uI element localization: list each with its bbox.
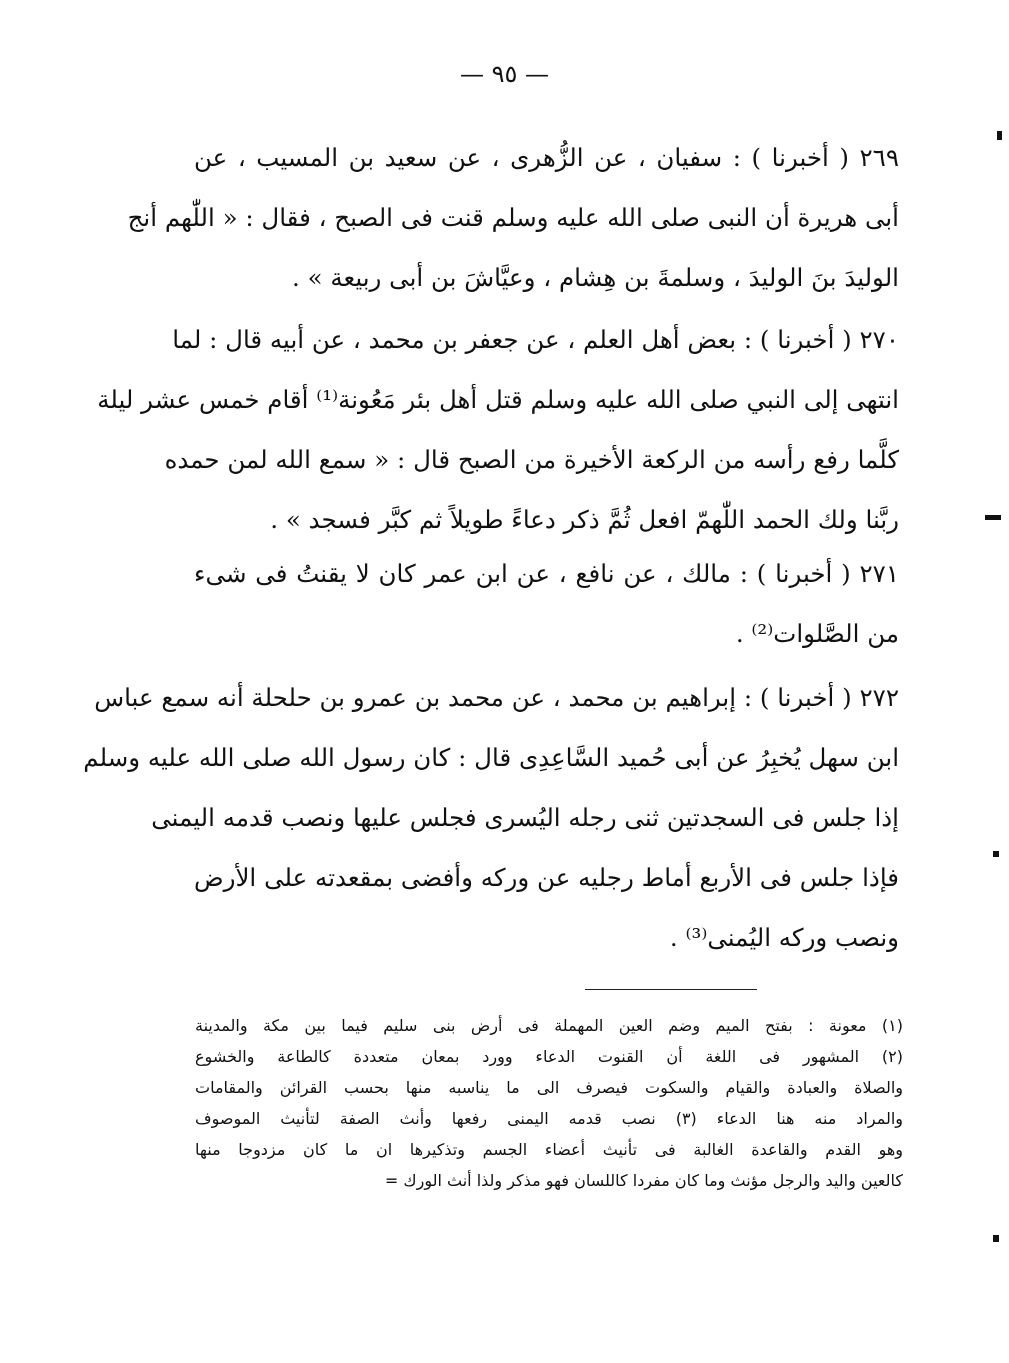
paragraph-line: من الصَّلوات⁽²⁾ . — [735, 619, 899, 648]
footnote-line: والصلاة والعبادة والقيام والسكوت فيصرف الى ما يناسبه منها بحسب القرائن والمقامات — [195, 1078, 903, 1097]
paragraph-line: ٢٦٩ ( أخبرنا ) : سفيان ، عن الزُّهرى ، عن سعيد بن المسيب ، عن — [194, 143, 899, 172]
paragraph-line: كلَّما رفع رأسه من الركعة الأخيرة من الصبح قال : « سمع الله لمن حمده — [164, 445, 899, 474]
paragraph-line: ٢٧٢ ( أخبرنا ) : إبراهيم بن محمد ، عن محمد بن عمرو بن حلحلة أنه سمع عباس — [94, 683, 899, 712]
footnotes — [195, 1010, 903, 1196]
paragraph-line: ونصب وركه اليُمنى⁽³⁾ . — [669, 923, 899, 952]
footnote-line: (١) معونة : بفتح الميم وضم العين المهملة فى أرض بنى سليم فيما بين مكة والمدينة — [195, 1016, 903, 1035]
paragraph-line: انتهى إلى النبي صلى الله عليه وسلم قتل أهل بئر مَعُونة⁽¹⁾ أقام خمس عشر ليلة — [97, 385, 899, 414]
footnote-line: وهو القدم والقاعدة الغالبة فى تأنيث أعضاء الجسم وتذكيرها ان ما كان مزدوجا منها — [195, 1140, 903, 1159]
paragraph-line: الوليدَ بنَ الوليدَ ، وسلمةَ بن هِشام ، وعيَّاشَ بن أبى ربيعة » . — [292, 263, 899, 292]
paragraph-line: أبى هريرة أن النبى صلى الله عليه وسلم قنت فى الصبح ، فقال : « اللّٰهم أنج — [127, 203, 899, 232]
page-number: — ٩٥ — — [459, 60, 550, 88]
paragraph-line: فإذا جلس فى الأربع أماط رجليه عن وركه وأفضى بمقعدته على الأرض — [194, 863, 899, 892]
footnote-line: والمراد منه هنا الدعاء (٣) نصب قدمه اليمنى رفعها وأنث الصفة لتأنيث الموصوف — [195, 1109, 903, 1128]
paragraph-line: إذا جلس فى السجدتين ثنى رجله اليُسرى فجلس عليها ونصب قدمه اليمنى — [151, 803, 899, 832]
hadith-paragraph-271 — [194, 544, 899, 664]
hadith-paragraph-270 — [97, 310, 899, 550]
paragraph-line: ٢٧٠ ( أخبرنا ) : بعض أهل العلم ، عن جعفر بن محمد ، عن أبيه قال : لما — [172, 325, 899, 354]
margin-dot — [997, 131, 1002, 140]
margin-dash — [985, 515, 1001, 520]
hadith-paragraph-272 — [83, 668, 899, 968]
paragraph-line: ٢٧١ ( أخبرنا ) : مالك ، عن نافع ، عن ابن عمر كان لا يقنتُ فى شىء — [194, 559, 899, 588]
footnote-line: (٢) المشهور فى اللغة أن القنوت الدعاء وورد بمعان متعددة كالطاعة والخشوع — [195, 1047, 903, 1066]
paragraph-line: ابن سهل يُخبِرُ عن أبى حُميد السَّاعِدِى قال : كان رسول الله صلى الله عليه وسلم — [83, 743, 899, 772]
margin-dot — [993, 851, 999, 857]
margin-dot — [993, 1235, 999, 1242]
paragraph-line: ربَّنا ولك الحمد اللّٰهمّ افعل ثُمَّ ذكر دعاءً طويلاً ثم كبَّر فسجد » . — [270, 505, 899, 534]
hadith-paragraph-269 — [127, 128, 899, 308]
footnote-separator — [585, 989, 757, 990]
footnote-line: كالعين واليد والرجل مؤنث وما كان مفردا كاللسان فهو مذكر ولذا أنث الورك = — [384, 1171, 903, 1190]
